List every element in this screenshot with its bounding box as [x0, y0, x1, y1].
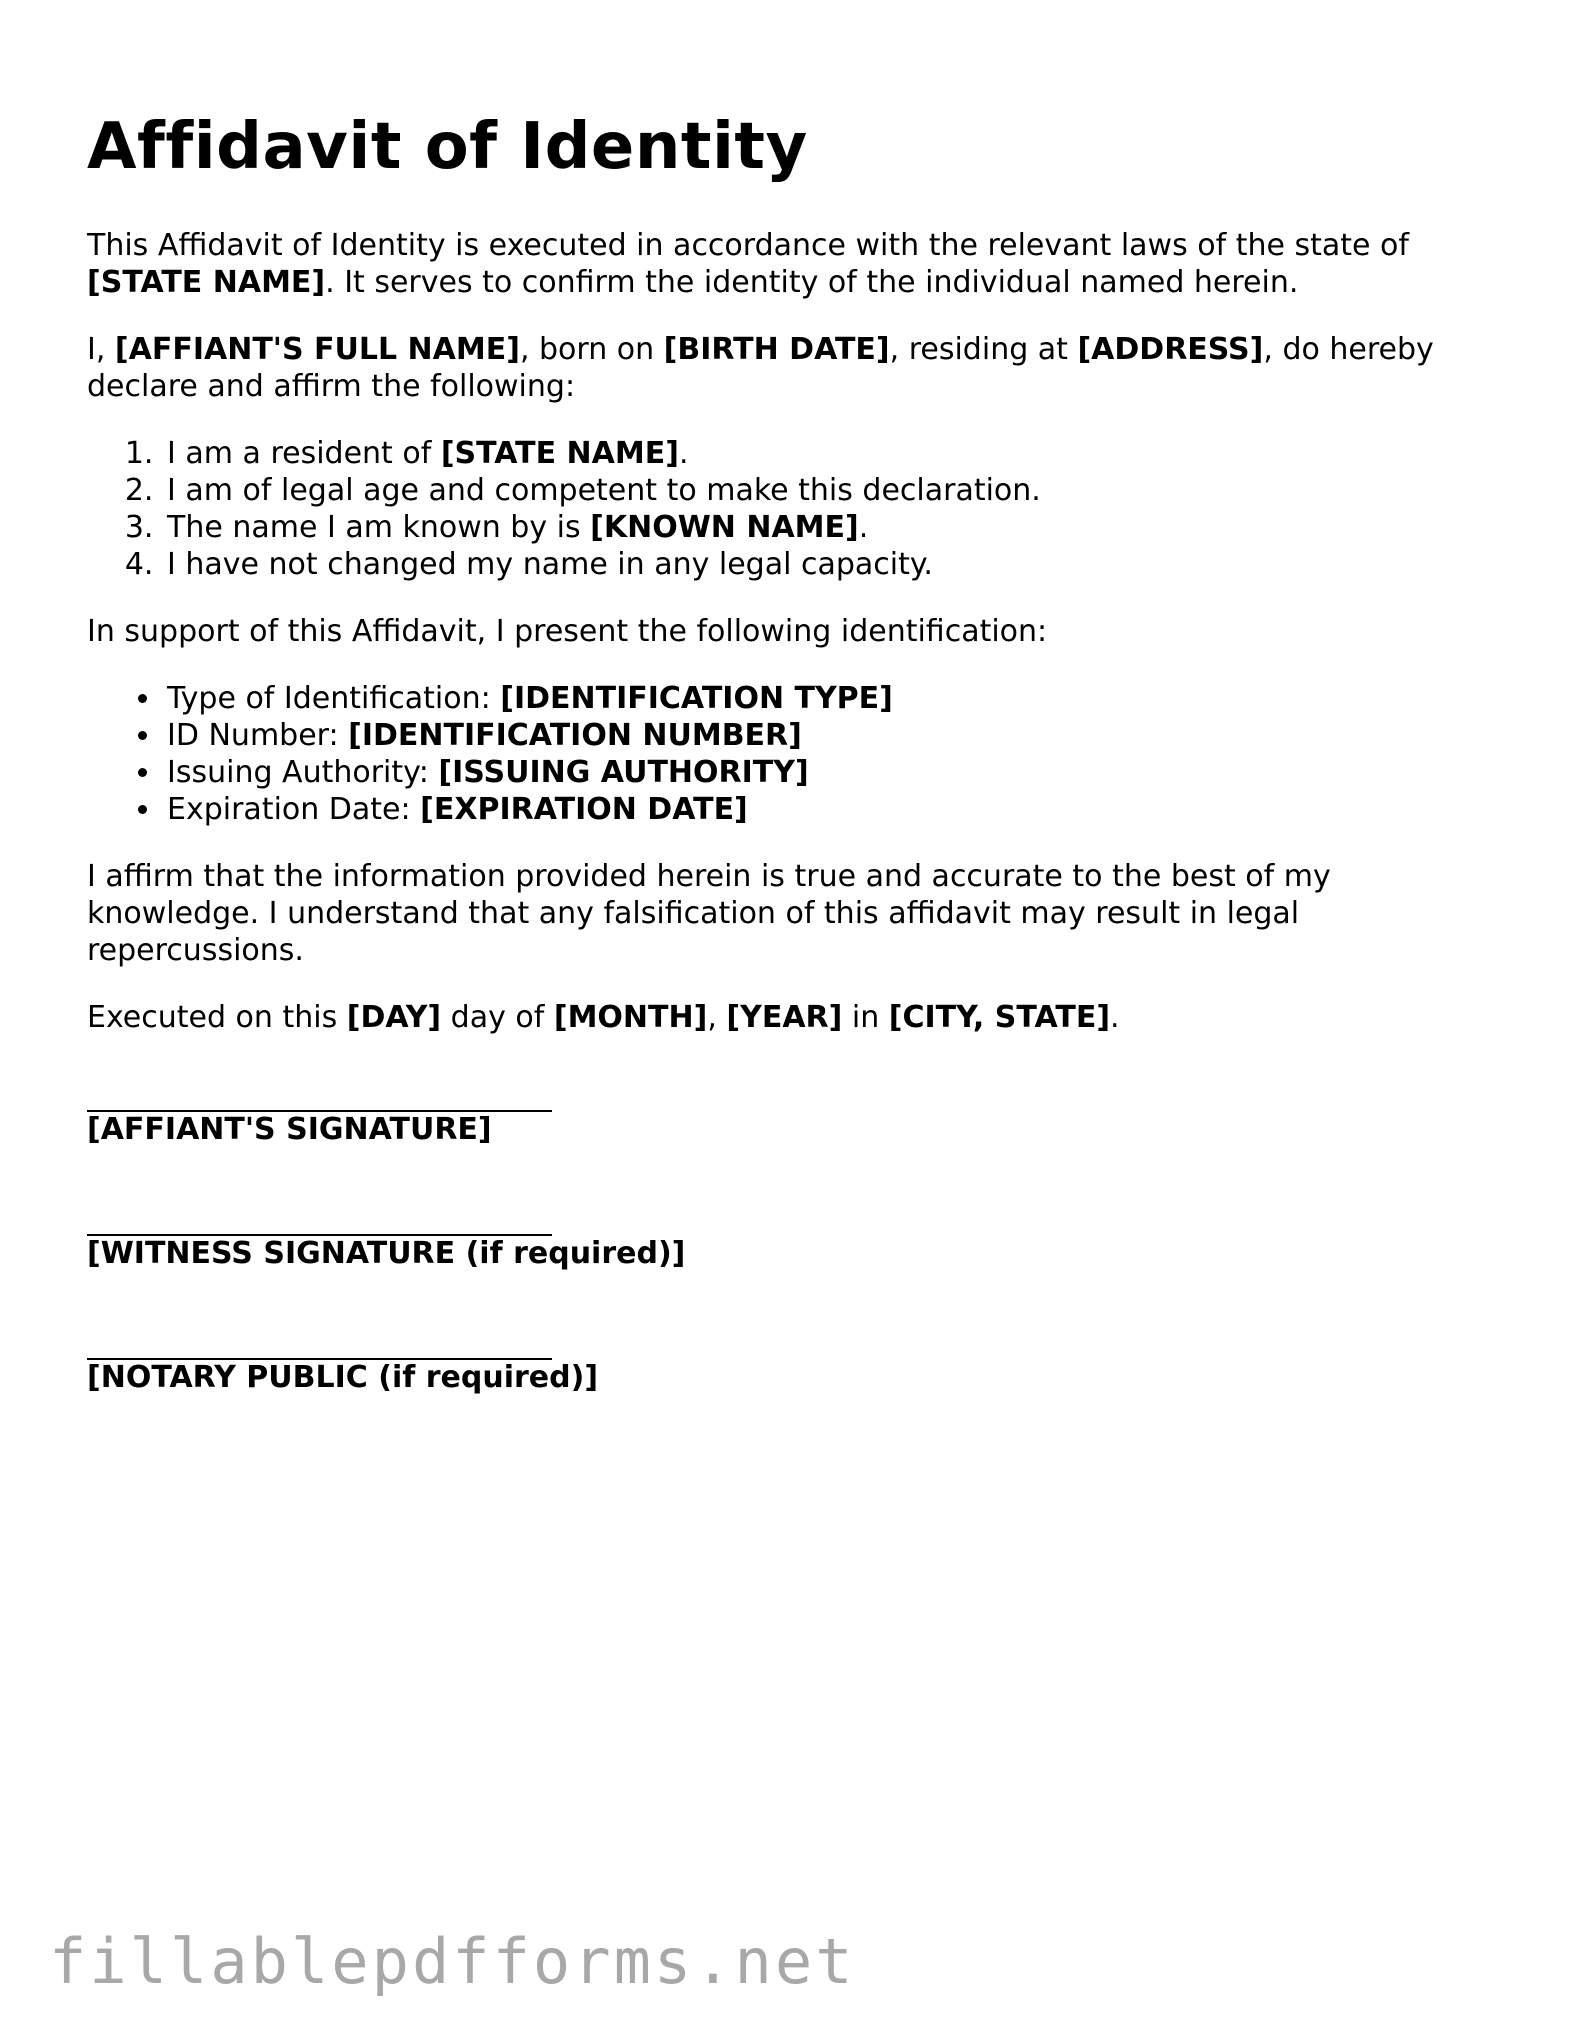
witness-signature-line[interactable]: [87, 1198, 552, 1236]
watermark: fillablepdfforms.net: [49, 1925, 856, 1998]
address-placeholder: [ADDRESS]: [1077, 332, 1264, 367]
affiant-signature-line[interactable]: [87, 1074, 552, 1112]
document-page: [87, 110, 1497, 1446]
statement-item: 1. I am a resident of [STATE NAME].: [163, 435, 1497, 472]
support-paragraph: In support of this Affidavit, I present the following identification:: [87, 614, 1048, 649]
affirmation-paragraph: I affirm that the information provided herein is true and accurate to the best of my knowledge. I understand that any falsification of this affidavit may result in legal repercussions.: [87, 859, 1331, 968]
intro-paragraph: This Affidavit of Identity is executed in accordance with the relevant laws of the state of [STATE NAME]. It serves to confirm the identity of the individual named herein.: [87, 228, 1409, 300]
statement-item: 3. The name I am known by is [KNOWN NAME].: [163, 509, 1497, 546]
notary-signature-label: [NOTARY PUBLIC (if required)]: [87, 1360, 599, 1395]
identification-item: • Expiration Date: [EXPIRATION DATE]: [163, 791, 1497, 828]
affiant-signature-label: [AFFIANT'S SIGNATURE]: [87, 1112, 492, 1147]
identification-item: • Type of Identification: [IDENTIFICATION TYPE]: [163, 680, 1497, 717]
state-name-placeholder: [STATE NAME]: [87, 265, 326, 300]
declaration-paragraph: I, [AFFIANT'S FULL NAME], born on [BIRTH DATE], residing at [ADDRESS], do hereby declare and affirm the following:: [87, 332, 1434, 404]
year-placeholder: [YEAR]: [726, 1000, 843, 1035]
affiant-signature: [87, 1074, 1497, 1150]
notary-signature-line[interactable]: [87, 1322, 552, 1360]
statement-list: [87, 435, 1497, 583]
notary-signature: [87, 1322, 1497, 1398]
identification-list: [87, 680, 1497, 828]
day-placeholder: [DAY]: [346, 1000, 442, 1035]
identification-item: • Issuing Authority: [ISSUING AUTHORITY]: [163, 754, 1497, 791]
witness-signature: [87, 1198, 1497, 1274]
witness-signature-label: [WITNESS SIGNATURE (if required)]: [87, 1236, 686, 1271]
document-title: Affidavit of Identity: [87, 110, 808, 184]
birth-date-placeholder: [BIRTH DATE]: [663, 332, 890, 367]
signature-block: [87, 1074, 1497, 1398]
executed-paragraph: Executed on this [DAY] day of [MONTH], [YEAR] in [CITY, STATE].: [87, 1000, 1120, 1035]
affiant-name-placeholder: [AFFIANT'S FULL NAME]: [114, 332, 520, 367]
statement-item: 4. I have not changed my name in any legal capacity.: [163, 546, 1497, 583]
statement-item: 2. I am of legal age and competent to make this declaration.: [163, 472, 1497, 509]
city-state-placeholder: [CITY, STATE]: [888, 1000, 1111, 1035]
identification-item: • ID Number: [IDENTIFICATION NUMBER]: [163, 717, 1497, 754]
month-placeholder: [MONTH]: [553, 1000, 708, 1035]
